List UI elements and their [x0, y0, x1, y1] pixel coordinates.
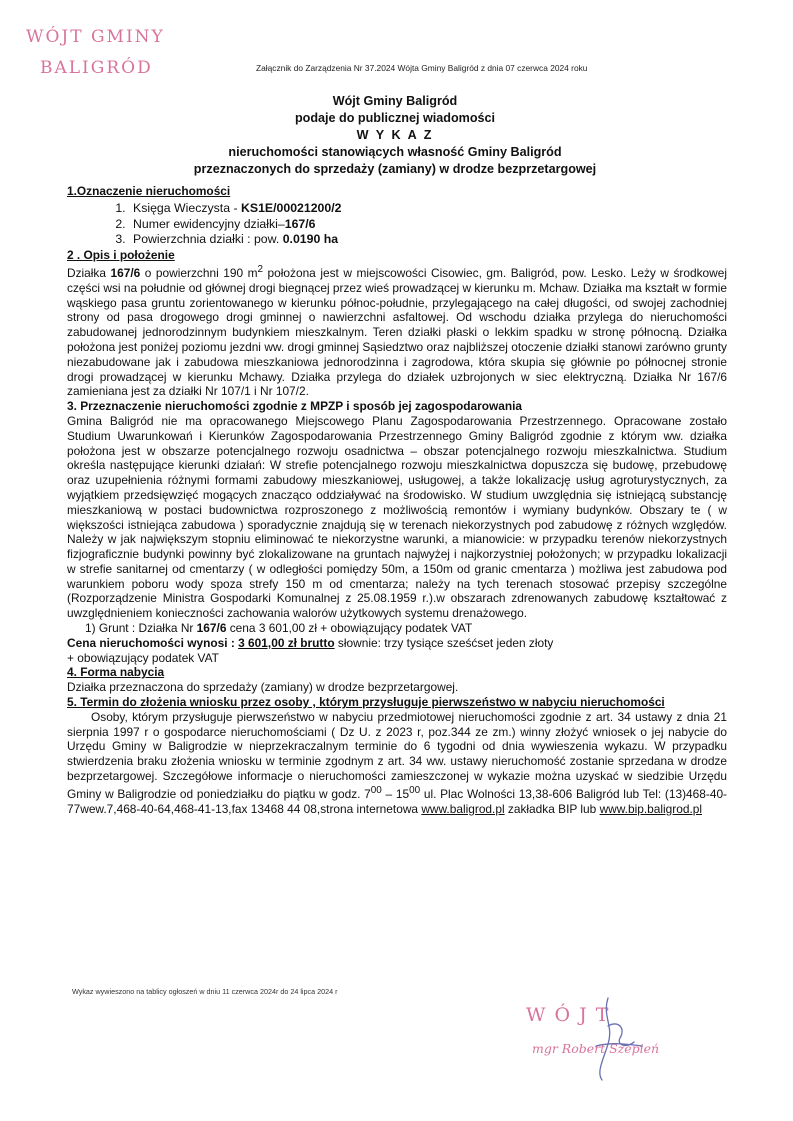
- text-run: Działka: [67, 265, 111, 280]
- area-value: 0.0190 ha: [282, 232, 339, 247]
- document-body: [67, 184, 727, 816]
- parcel-number: 167/6: [196, 621, 227, 636]
- text-run: o powierzchni 190 m: [140, 265, 258, 280]
- price-line: [67, 636, 727, 651]
- text-run: zakładka BIP lub: [504, 801, 600, 816]
- text-run: położona jest w miejscowości Cisowiec, gm. Baligród, pow. Lesko. Leży w środkowej części wsi na południe od głównej drogi biegnącej przez wieś prowadzącej w kierunku m. Mchaw. Działka ma kształt w formie wąskiego pasa gruntu zorientowanego w kierunku północ-południe, przylegającego na całej długości, od swojej zachodniej strony od pasa drogowego drogi gminnej o nawierzchni asfaltowej. Od wschodu działka przylega do nieruchomości zabudowanej jednorodzinnym budynkiem mieszkalnym. Teren działki płaski o lekkim spadku w stronę północną. Działka położona jest poniżej poziomu jezdni ww. drogi gminnej Sąsiedztwo oraz najbliższej otoczenie działki stanowi zarówno grunty niezabudowane jak i zabudowa mieszkaniowa jednorodzinna i zagrodowa, która skupia się głównie po północnej stronie drogi prowadzącej w kierunku Mchawy. Działka przylega do działek uzbrojonych w siec elektryczną. Działka Nr 167/6 zamieniana jest za działki Nr 107/1 i Nr 107/2.: [67, 265, 727, 399]
- land-register-value: KS1E/00021200/2: [240, 200, 342, 215]
- document-header: [60, 93, 730, 178]
- list-item: [129, 201, 727, 217]
- superscript: 00: [409, 784, 421, 796]
- handwritten-signature-icon: [522, 986, 712, 1086]
- signature-block: [522, 1004, 712, 1084]
- section-2-body: [67, 263, 727, 399]
- bip-website-link[interactable]: www.bip.baligrod.pl: [599, 801, 703, 816]
- list-item: [129, 217, 727, 233]
- land-register-label: Księga Wieczysta -: [133, 200, 241, 215]
- parcel-number-value: 167/6: [284, 216, 316, 231]
- section-1-title: 1.Oznaczenie nieruchomości: [67, 184, 231, 198]
- parcel-number: 167/6: [110, 265, 141, 280]
- text-run: – 15: [381, 786, 410, 801]
- website-link[interactable]: www.baligrod.pl: [421, 801, 505, 816]
- superscript: 2: [257, 263, 264, 275]
- land-price-line: [67, 621, 727, 636]
- signature-title: WÓJT: [526, 1004, 618, 1026]
- stamp-line-2: BALIGRÓD: [40, 58, 153, 78]
- header-line-4: nieruchomości stanowiących własność Gminy Baligród: [228, 145, 562, 159]
- superscript: 00: [370, 784, 382, 796]
- section-3-body: Gmina Baligród nie ma opracowanego Miejscowego Planu Zagospodarowania Przestrzennego. Opracowane zostało Studium Uwarunkowań i Kierunków Zagospodarowania Przestrzennego Gminy Baligród zgodnie z którym ww. działka położona jest w obszarze potencjalnego rozwoju osadnictwa – obszar potencjalnego rozwoju mieszkalnictwa. Studium określa następujące kierunki działań: W strefie potencjalnego rozwoju mieszkalnictwa dopuszcza się budowę, przebudowę oraz uzupełnienia różnymi formami zabudowy mieszkaniowej, usługowej, a także lokalizację usług agroturystycznych, za wyjątkiem przedsięwzięć mogących znacząco oddziaływać na środowisko. W studium uwzględnia się istniejącą substancję mieszkaniową w postaci budownictwa rozproszonego z możliwością remontów i wymiany budynków. Obszary te ( w większości istniejąca zabudowa ) sporadycznie znajdują się w terenach niekorzystnych pod zabudowę z różnych względów. Należy w jak największym stopniu eliminować te niekorzystne warunki, a mianowicie: w przypadku terenów niekorzystnych fizjograficznie budynki powinny być zlokalizowane na gruntach najwyżej i najkorzystniej położonych; w przypadku lokalizacji w strefie sanitarnej od cmentarzy ( w odległości pomiędzy 50m, a 150m od granic cmentarza ) możliwa jest zabudowa pod warunkiem poboru wody spoza strefy 150 m od cmentarza; należy na tych terenach stosować przepisy szczególne (Rozporządzenie Ministra Gospodarki Komunalnej z 25.08.1959 r.).w obszarach zdrenowanych zabudowę kształtować z uwzględnieniem konieczności zachowania walorów użytkowych systemu drenażowego.: [67, 413, 727, 621]
- header-line-2: podaje do publicznej wiadomości: [294, 111, 496, 125]
- header-line-3: W Y K A Z: [356, 128, 434, 142]
- vat-line: + obowiązujący podatek VAT: [67, 650, 219, 665]
- annex-reference: Załącznik do Zarządzenia Nr 37.2024 Wójta Gminy Baligród z dnia 07 czerwca 2024 roku: [256, 63, 588, 73]
- text-run: 1) Grunt : Działka Nr: [85, 621, 197, 636]
- office-stamp: [26, 22, 186, 84]
- section-5-title: 5. Termin do złożenia wniosku przez osoby , którym przysługuje pierwszeństwo w nabyciu nieruchomości: [67, 695, 665, 710]
- stamp-line-1: WÓJT GMINY: [26, 27, 165, 47]
- signature-name: mgr Robert Szepień: [532, 1041, 660, 1056]
- section-2-title: 2 . Opis i położenie: [67, 248, 175, 263]
- text-run: Osoby, którym przysługuje pierwszeństwo w nabyciu przedmiotowej nieruchomości zgodnie z art. 34 ustawy z dnia 21 sierpnia 1997 r o gospodarce nieruchomościami ( Dz U. z 2023 r, poz.344 ze zm.) winny złożyć wniosek o jej nabycie do Urzędu Gminy w Baligrodzie w nieprzekraczalnym terminie do 6 tygodni od dnia wywieszenia wykazu. W przypadku stwierdzenia braku złożenia wniosku w terminie zgodnym z art. 34 ww. ustawy nieruchomość zostanie sprzedana w drodze bezprzetargowej. Szczegółowe informacje o nieruchomości zamieszczonej w wykazie można uzyskać w siedzibie Urzędu Gminy w Baligrodzie od poniedziałku do piątku w godz. 7: [67, 709, 727, 801]
- header-line-5: przeznaczonych do sprzedaży (zamiany) w drodze bezprzetargowej: [193, 162, 597, 176]
- posting-footnote: Wykaz wywieszono na tablicy ogłoszeń w dniu 11 czerwca 2024r do 24 lipca 2024 r: [72, 987, 338, 996]
- section-5-body: [67, 710, 727, 817]
- price-label: Cena nieruchomości wynosi :: [67, 635, 239, 650]
- text-run: ul. Plac Wolności 13,38-606 Baligród lub Tel: (13)468-40-77wew.7,468-40-64,468-41-13,fax 13468 44 08,strona internetowa: [67, 786, 728, 816]
- header-line-1: Wójt Gminy Baligród: [332, 94, 458, 108]
- price-value: 3 601,00 zł brutto: [238, 635, 335, 650]
- section-3-title: 3. Przeznaczenie nieruchomości zgodnie z MPZP i sposób jej zagospodarowania: [67, 399, 523, 414]
- parcel-number-label: Numer ewidencyjny działki–: [133, 216, 285, 231]
- text-run: cena 3 601,00 zł + obowiązujący podatek VAT: [226, 621, 473, 636]
- property-designation-list: [67, 201, 727, 248]
- section-4-body: Działka przeznaczona do sprzedaży (zamiany) w drodze bezprzetargowej.: [67, 680, 459, 695]
- list-item: [129, 232, 727, 248]
- area-label: Powierzchnia działki : pow.: [133, 232, 283, 247]
- section-4-title: 4. Forma nabycia: [67, 665, 165, 680]
- price-in-words: słownie: trzy tysiące sześćset jeden złoty: [334, 635, 554, 650]
